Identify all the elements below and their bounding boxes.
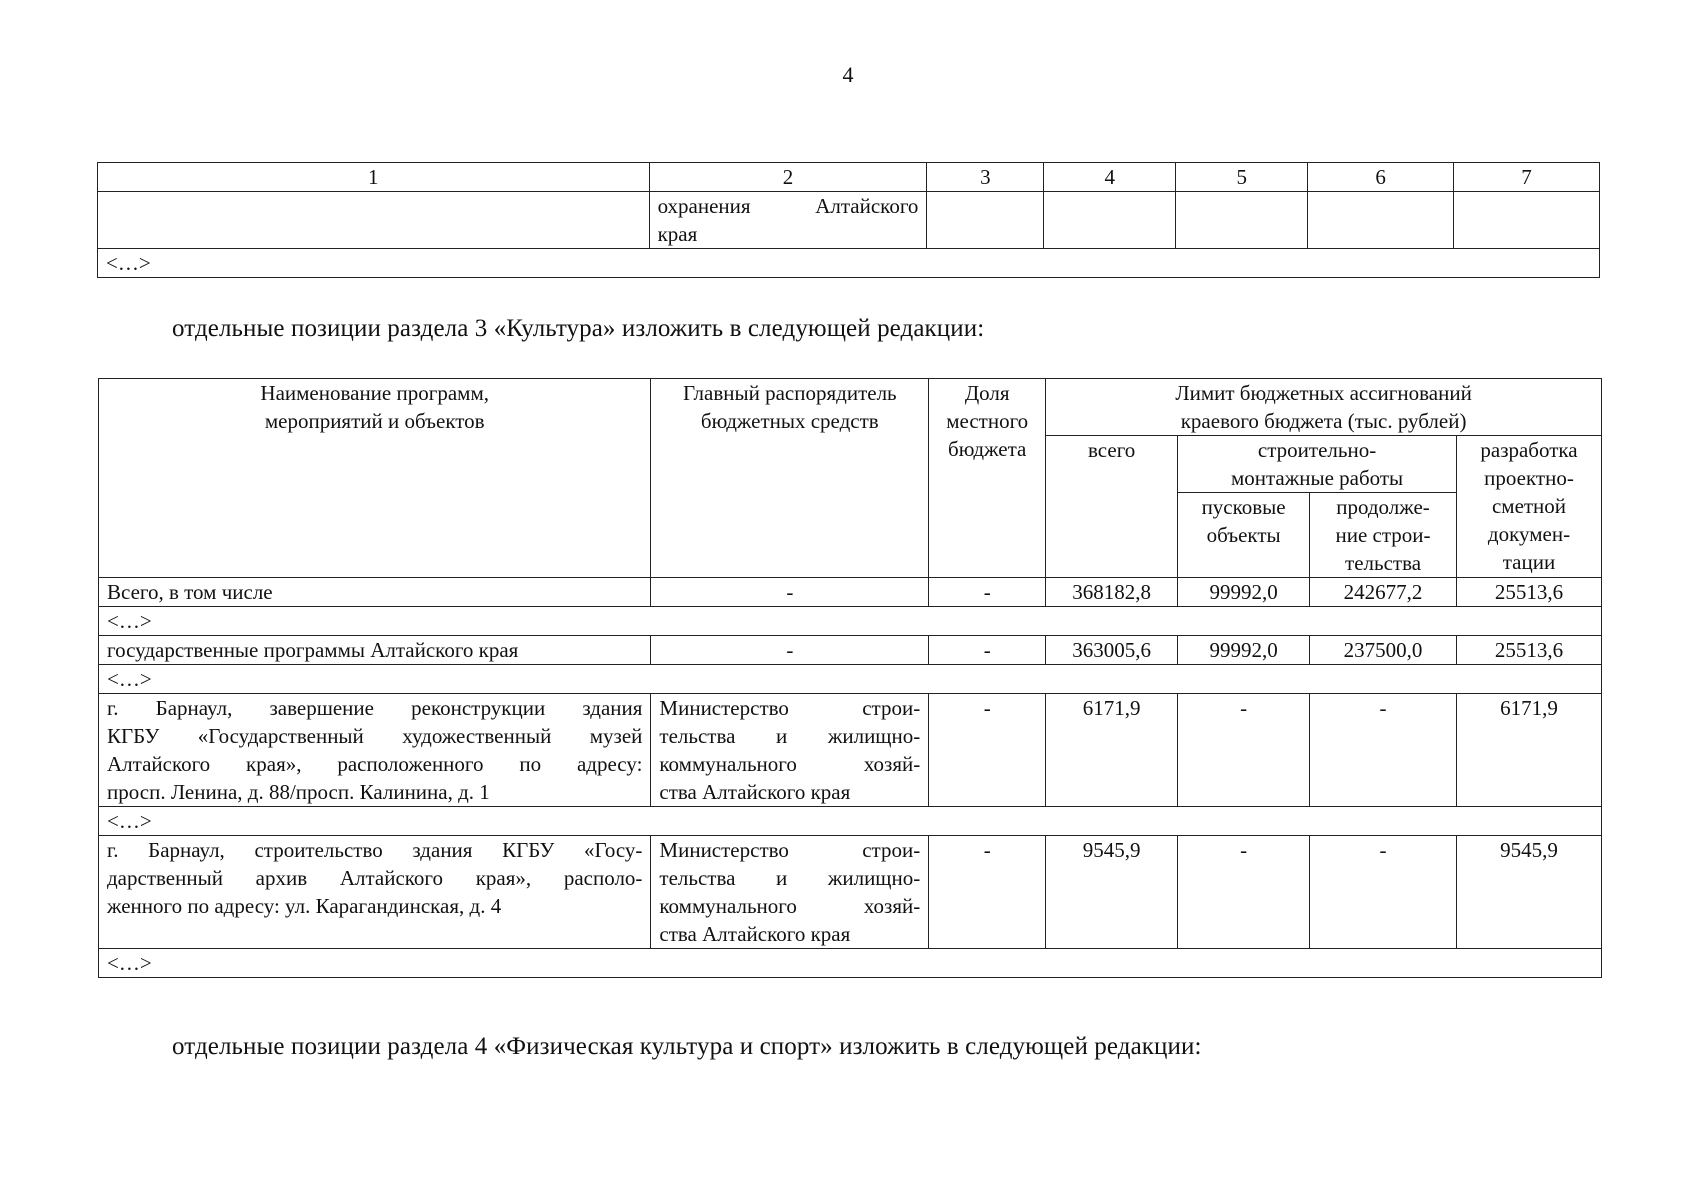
row-total: 9545,9: [1046, 836, 1178, 949]
row-name: г. Барнаул, строительство здания КГБУ «Госу- дарственный архив Алтайского края», располо- женного по адресу: ул. Карагандинская, д. 4: [99, 836, 651, 949]
header-local-share: Доля местного бюджета: [929, 379, 1046, 578]
row-continue: -: [1310, 836, 1457, 949]
ellipsis: <…>: [99, 607, 1602, 636]
row-total: 363005,6: [1046, 636, 1178, 665]
row-manager: Министерство строи- тельства и жилищно- коммунального хозяй- ства Алтайского края: [651, 694, 929, 807]
ellipsis-row: [99, 665, 1602, 694]
row-launch: 99992,0: [1178, 636, 1310, 665]
row-local: -: [929, 636, 1046, 665]
row-design: 6171,9: [1457, 694, 1602, 807]
row-launch: -: [1178, 836, 1310, 949]
page-number: 4: [842, 62, 854, 87]
row-name: Всего, в том числе: [99, 578, 651, 607]
row-continue: -: [1310, 694, 1457, 807]
column-number-row: [98, 163, 1600, 192]
table-row: [99, 578, 1602, 607]
ellipsis-row: [99, 949, 1602, 978]
row-manager: -: [651, 636, 929, 665]
col-number-1: 1: [98, 163, 650, 192]
table-row: [98, 192, 1600, 249]
ellipsis: <…>: [99, 665, 1602, 694]
header-manager: Главный распорядитель бюджетных средств: [651, 379, 929, 578]
header-launch: пусковые объекты: [1178, 493, 1310, 578]
header-name: Наименование программ, мероприятий и объектов: [99, 379, 651, 578]
table-row: [99, 836, 1602, 949]
row-local: -: [929, 694, 1046, 807]
row-continue: 237500,0: [1310, 636, 1457, 665]
manager-line: охранения Алтайского: [657, 194, 919, 218]
col-number-5: 5: [1176, 163, 1308, 192]
header-row: [99, 379, 1602, 436]
col-number-7: 7: [1454, 163, 1600, 192]
header-construction: строительно- монтажные работы: [1178, 436, 1457, 493]
row-launch: 99992,0: [1178, 578, 1310, 607]
ellipsis: <…>: [98, 249, 1600, 278]
continuation-table: [97, 162, 1600, 278]
row-local: -: [929, 836, 1046, 949]
header-design: разработка проектно- сметной докумен- тации: [1457, 436, 1602, 578]
ellipsis: <…>: [99, 807, 1602, 836]
col-number-6: 6: [1308, 163, 1454, 192]
row-name: государственные программы Алтайского края: [99, 636, 651, 665]
row-manager: -: [651, 578, 929, 607]
table-row: [99, 694, 1602, 807]
header-limit: Лимит бюджетных ассигнований краевого бюджета (тыс. рублей): [1046, 379, 1602, 436]
row-continue: 242677,2: [1310, 578, 1457, 607]
table-row: [99, 636, 1602, 665]
row-design: 9545,9: [1457, 836, 1602, 949]
ellipsis: <…>: [99, 949, 1602, 978]
col-number-4: 4: [1044, 163, 1176, 192]
row-design: 25513,6: [1457, 578, 1602, 607]
col-number-3: 3: [927, 163, 1044, 192]
paragraph-section-3: отдельные позиции раздела 3 «Культура» изложить в следующей редакции:: [172, 315, 985, 342]
header-total: всего: [1046, 436, 1178, 578]
culture-table: [98, 378, 1602, 978]
row-manager: Министерство строи- тельства и жилищно- коммунального хозяй- ства Алтайского края: [651, 836, 929, 949]
ellipsis-row: [98, 249, 1600, 278]
paragraph-section-4: отдельные позиции раздела 4 «Физическая культура и спорт» изложить в следующей редакции:: [172, 1033, 1202, 1060]
row-design: 25513,6: [1457, 636, 1602, 665]
ellipsis-row: [99, 807, 1602, 836]
ellipsis-row: [99, 607, 1602, 636]
col-number-2: 2: [649, 163, 927, 192]
row-total: 368182,8: [1046, 578, 1178, 607]
row-launch: -: [1178, 694, 1310, 807]
manager-line: края: [657, 222, 698, 246]
row-local: -: [929, 578, 1046, 607]
row-total: 6171,9: [1046, 694, 1178, 807]
header-continue: продолже- ние строи- тельства: [1310, 493, 1457, 578]
row-name: г. Барнаул, завершение реконструкции здания КГБУ «Государственный художественный музей Алтайского края», расположенного по адресу: просп. Ленина, д. 88/просп. Калинина, д. 1: [99, 694, 651, 807]
